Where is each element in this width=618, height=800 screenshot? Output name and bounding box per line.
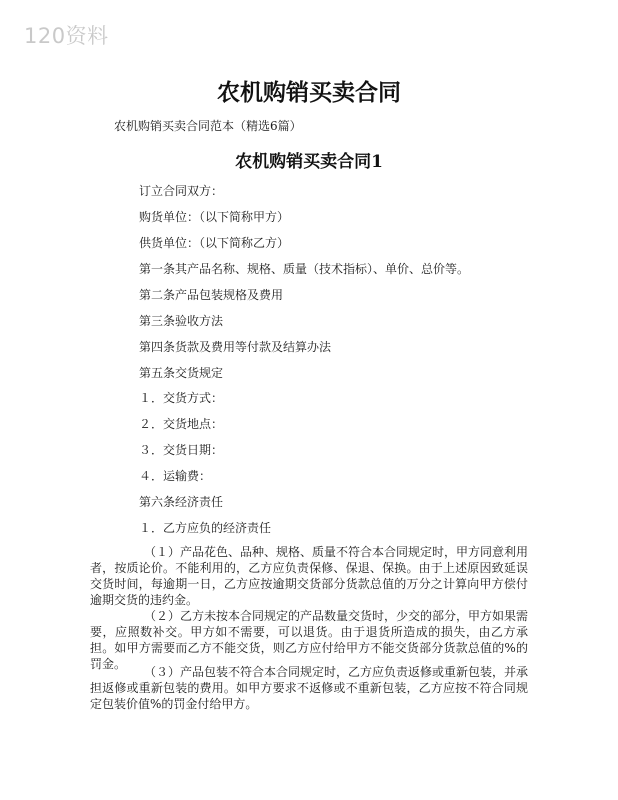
delivery-method-item: １．交货方式： (139, 391, 224, 405)
clause-paragraph-3: （３）产品包装不符合本合同规定时，乙方应负责返修或重新包装，并承担返修或重新包装的费用。如甲方要求不返修或不重新包装，乙方应按不符合同规定包装价值%的罚金付给甲方。 (90, 665, 529, 711)
article-5: 第五条交货规定 (139, 366, 224, 380)
freight-item: ４．运输费： (139, 469, 212, 483)
section-title: 农机购销买卖合同1 (235, 152, 383, 172)
watermark: 120资料 (24, 24, 109, 48)
contract-parties-label: 订立合同双方： (139, 184, 224, 198)
buyer-unit-line: 购货单位：（以下简称甲方） (139, 210, 290, 224)
delivery-location-item: ２．交货地点： (139, 417, 224, 431)
supplier-unit-line: 供货单位：（以下简称乙方） (139, 236, 290, 250)
article-2: 第二条产品包装规格及费用 (139, 288, 284, 302)
clause-paragraph-1: （１）产品花色、品种、规格、质量不符合本合同规定时，甲方同意利用者，按质论价。不能利用的，乙方应负责保修、保退、保换。由于上述原因致延误交货时间，每逾期一日，乙方应按逾期交货部分货款总值的万分之计算向甲方偿付逾期交货的违约金。 (90, 545, 529, 607)
document-title: 农机购销买卖合同 (217, 79, 401, 106)
article-4: 第四条货款及费用等付款及结算办法 (139, 340, 332, 354)
supplier-liability-heading: １．乙方应负的经济责任 (139, 521, 272, 535)
clause-paragraph-2: （２）乙方未按本合同规定的产品数量交货时，少交的部分，甲方如果需要，应照数补交。甲方如不需要，可以退货。由于退货所造成的损失，由乙方承担。如甲方需要而乙方不能交货，则乙方应付给甲方不能交货部分货款总值的%的罚金。 (90, 609, 529, 671)
delivery-date-item: ３．交货日期： (139, 443, 224, 457)
article-6: 第六条经济责任 (139, 495, 224, 509)
document-subtitle: 农机购销买卖合同范本（精选6篇） (114, 119, 302, 133)
article-3: 第三条验收方法 (139, 314, 224, 328)
article-1: 第一条其产品名称、规格、质量（技术指标）、单价、总价等。 (139, 262, 470, 276)
